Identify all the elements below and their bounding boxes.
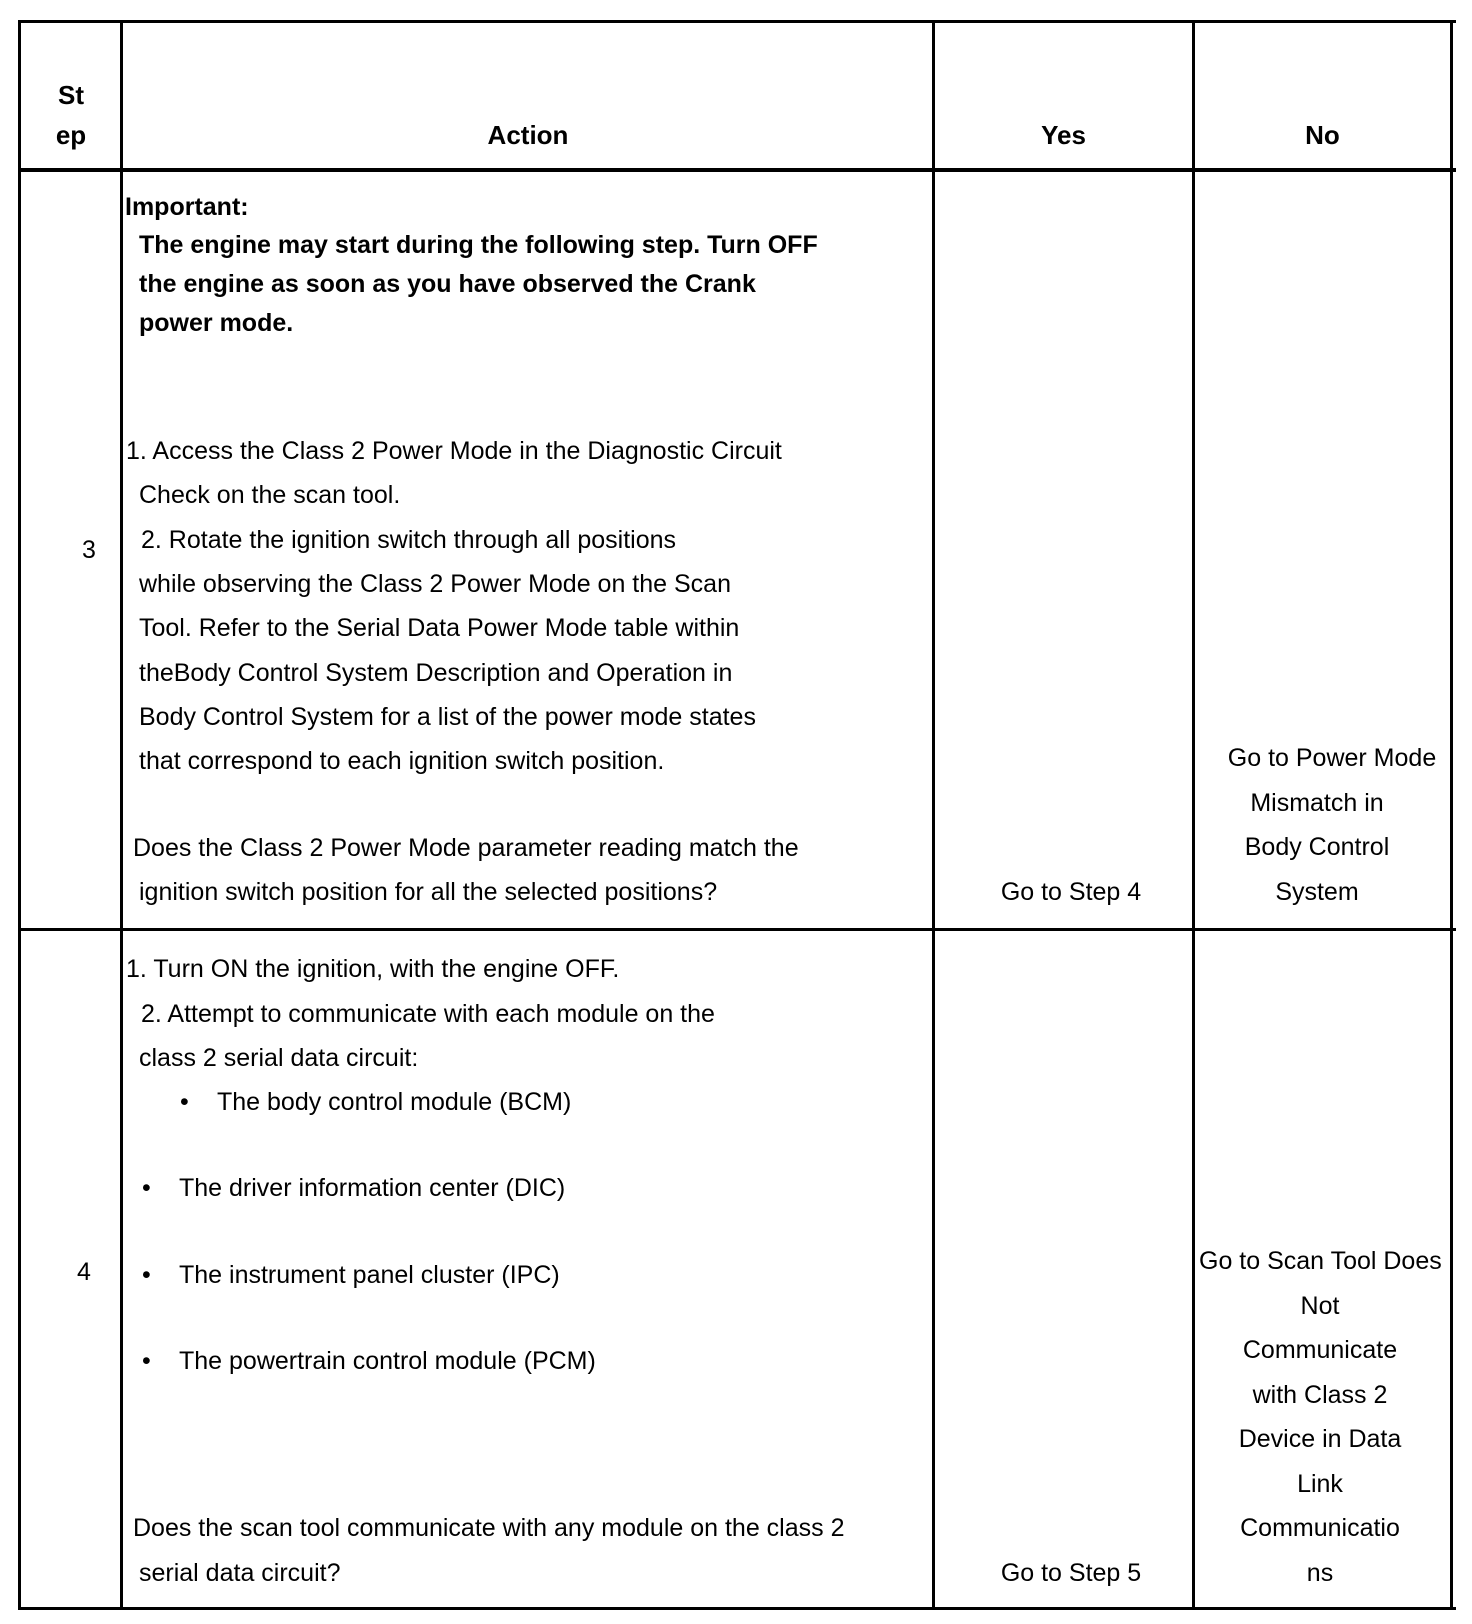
yes-result: Go to Step 4	[1000, 878, 1142, 906]
header-action: Action	[487, 120, 569, 150]
no-result-line: Go to Power Mode	[1227, 744, 1437, 772]
column-divider-step	[120, 20, 123, 1610]
step-number: 4	[77, 1258, 91, 1286]
bullet-item: The instrument panel cluster (IPC)	[179, 1261, 560, 1289]
no-result-line: Communicate	[1242, 1336, 1398, 1364]
no-result-line: Body Control	[1244, 833, 1390, 861]
important-label: Important:	[125, 193, 249, 221]
no-result-line: Device in Data	[1238, 1425, 1402, 1453]
action-line: 2. Attempt to communicate with each module on the	[141, 1000, 715, 1028]
important-line: The engine may start during the following step. Turn OFF	[139, 231, 818, 259]
bullet-item: The powertrain control module (PCM)	[179, 1347, 596, 1375]
no-result-line: ns	[1306, 1559, 1334, 1587]
no-result-line: System	[1275, 878, 1359, 906]
header-yes: Yes	[1041, 120, 1086, 150]
action-line: Check on the scan tool.	[139, 481, 401, 509]
action-line: class 2 serial data circuit:	[139, 1044, 419, 1072]
column-divider-action	[932, 20, 935, 1610]
action-line: while observing the Class 2 Power Mode on the Scan	[139, 570, 731, 598]
step-number: 3	[82, 536, 96, 564]
header-no: No	[1305, 120, 1340, 150]
table-right-border	[1450, 20, 1453, 1610]
table-left-border	[18, 20, 21, 1610]
question-line: ignition switch position for all the selected positions?	[139, 878, 718, 906]
no-result-cell	[1195, 1246, 1450, 1606]
header-step-line1: St	[58, 80, 84, 110]
header-step-line2: ep	[55, 120, 87, 150]
bullet-item: The body control module (BCM)	[217, 1088, 572, 1116]
no-result-line: Link	[1297, 1470, 1343, 1498]
bullet-marker: •	[180, 1088, 189, 1116]
header-bottom-border	[18, 168, 1456, 172]
action-line: Tool. Refer to the Serial Data Power Mode table within	[139, 614, 740, 642]
no-result-line: Communicatio	[1240, 1514, 1400, 1542]
row-divider	[18, 928, 1456, 931]
bullet-item: The driver information center (DIC)	[179, 1174, 566, 1202]
bullet-marker: •	[142, 1261, 151, 1289]
table-top-border	[18, 20, 1456, 23]
action-line: Body Control System for a list of the power mode states	[139, 703, 756, 731]
action-line: 1. Access the Class 2 Power Mode in the Diagnostic Circuit	[126, 437, 782, 465]
no-result-line: Mismatch in	[1250, 789, 1384, 817]
important-line: power mode.	[139, 309, 294, 337]
no-result-line: Not	[1300, 1292, 1340, 1320]
no-result-line: with Class 2	[1252, 1381, 1388, 1409]
action-line: 1. Turn ON the ignition, with the engine OFF.	[126, 955, 620, 983]
yes-result: Go to Step 5	[1000, 1559, 1142, 1587]
table-bottom-border	[18, 1607, 1456, 1610]
question-line: Does the scan tool communicate with any module on the class 2	[133, 1514, 845, 1542]
action-line: 2. Rotate the ignition switch through all positions	[141, 526, 677, 554]
question-line: serial data circuit?	[139, 1559, 341, 1587]
action-line: that correspond to each ignition switch position.	[139, 747, 665, 775]
bullet-marker: •	[142, 1174, 151, 1202]
action-line: theBody Control System Description and Operation in	[139, 659, 733, 687]
important-line: the engine as soon as you have observed the Crank	[139, 270, 756, 298]
bullet-marker: •	[142, 1347, 151, 1375]
question-line: Does the Class 2 Power Mode parameter reading match the	[133, 834, 799, 862]
no-result-line: Go to Scan Tool Does	[1199, 1247, 1442, 1275]
